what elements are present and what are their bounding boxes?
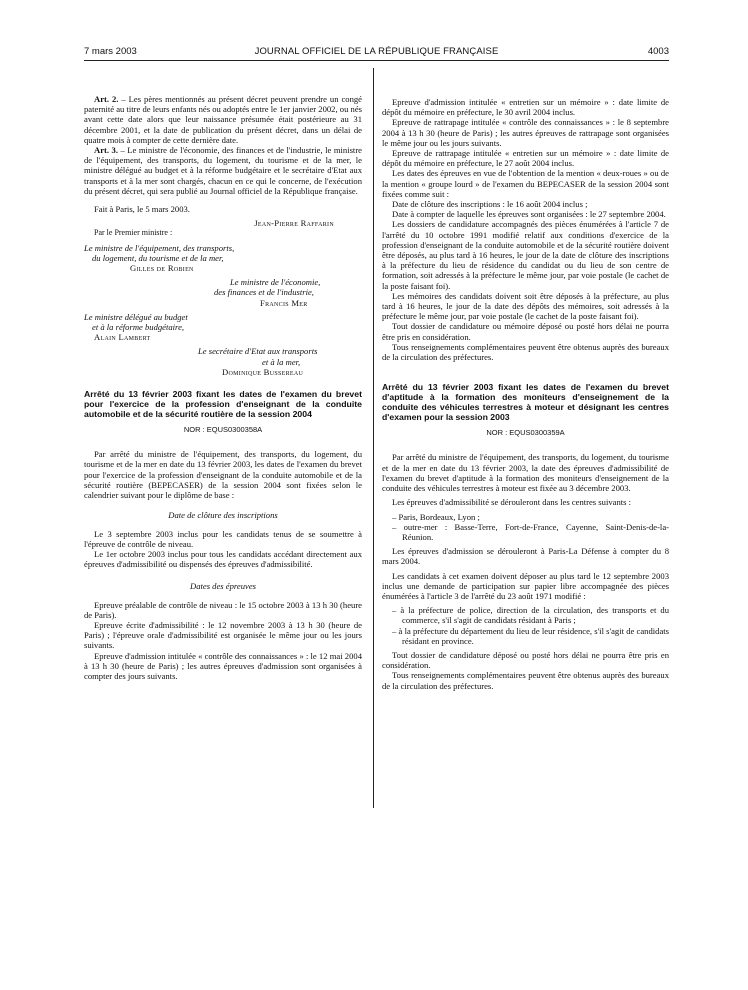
secretaire-etat-1: Le secrétaire d'Etat aux transports [198,346,318,357]
article-3-label: Art. 3. [94,145,118,156]
ministre-equipement-2: du logement, du tourisme et de la mer, [92,252,224,263]
ministre-equipement-1: Le ministre de l'équipement, des transports, [84,242,235,253]
arrete-1-title: Arrêté du 13 février 2003 fixant les dates de l'examen du brevet pour l'exercice de la profession d'enseignant de la conduite automobile et de la sécurité routière de la session 2004 [84,389,362,420]
arrete-2-para-2: Les épreuves d'admissibilité se dérouleront dans les centres suivants : [392,497,632,508]
ministre-economie-2: des finances et de l'industrie, [214,287,314,298]
ministre-budget-2: et à la réforme budgétaire, [92,322,185,333]
signature-pm: Jean-Pierre Raffarin [254,218,334,229]
nor-2: NOR : EQUS0300359A [486,428,565,438]
right-para-6: Date à compter de laquelle les épreuves sont organisées : le 27 septembre 2004. [392,209,666,220]
ministre-economie-1: Le ministre de l'économie, [230,277,321,288]
right-para-10: Tous renseignements complémentaires peuvent être obtenus auprès des bureaux de la circulation des préfectures. [382,341,669,363]
page-number: 4003 [647,46,669,57]
signature-lambert: Alain Lambert [94,332,151,343]
arrete-1-para-3: Le 1er octobre 2003 inclus pour tous les candidats accédant directement aux épreuves d'admissibilité ou dispensés des épreuves d'admissibilité. [84,548,362,570]
page-header [84,44,669,60]
article-3 [84,145,362,196]
list-item-depot-2: – à la préfecture du département du lieu de leur résidence, s'il s'agit de candidats résidant en province. [392,625,669,646]
article-3-text: – Le ministre de l'économie, des finances et de l'industrie, le ministre de l'équipement, des transports, du logement, du tourisme et de la mer, le ministre délégué au budget et à la réforme budgétaire et le secrétaire d'Etat aux transports et à la mer sont chargés, chacun en ce qui le concerne, de l'exécution du présent décret, qui sera publié au Journal officiel de la République française. [84,145,362,196]
right-para-8: Les mémoires des candidats doivent soit être déposés à la préfecture, au plus tard à 16 heures, le jour de la date des dépôts des mémoires, soit adressés à la préfecture le même jour, par voie postale (le cachet de la poste faisant foi). [382,290,669,322]
article-2-label: Art. 2. [94,94,119,104]
arrete-1-para-6: Epreuve d'admission intitulée « contrôle des connaissances » : le 12 mai 2004 à 13 h 30 (heure de Paris) ; les autres épreuves d'admission sont organisées à compter des jours suivants. [84,650,362,681]
signature-robien: Gilles de Robien [130,263,194,274]
signature-mer: Francis Mer [260,297,308,308]
arrete-1-para-2: Le 3 septembre 2003 inclus pour les candidats tenus de se soumettre à l'épreuve de contrôle de niveau. [84,528,362,549]
arrete-1-para-4: Epreuve préalable de contrôle de niveau : le 15 octobre 2003 à 13 h 30 (heure de Paris). [84,599,362,620]
right-column [382,97,669,691]
column-divider [373,68,374,808]
arrete-2-para-5: Tout dossier de candidature déposé ou posté hors délai ne pourra être pris en considération. [382,649,669,671]
right-para-9: Tout dossier de candidature ou mémoire déposé ou posté hors délai ne pourra être pris en considération. [382,321,669,342]
fait-a-paris: Fait à Paris, le 5 mars 2003. [94,204,190,215]
arrete-1-para-1: Par arrêté du ministre de l'équipement, des transports, du logement, du tourisme et de la mer en date du 13 février 2003, les dates de l'examen du brevet pour l'exercice de la profession d'enseignant de la conduite automobile et de la sécurité routière (BEPECASER) de la session 2004 sont fixées selon le calendrier suivant pour le diplôme de base : [84,449,362,501]
nor-1: NOR : EQUS0300358A [183,425,263,435]
article-2 [84,94,362,145]
signature-bussereau: Dominique Bussereau [222,366,304,377]
right-para-4: Les dates des épreuves en vue de l'obtention de la mention « deux-roues » ou de la mention « groupe lourd » de l'examen du BEPECASER de la session 2004 sont fixées comme suit : [382,168,669,199]
arrete-1-para-5: Epreuve écrite d'admissibilité : le 12 novembre 2003 à 13 h 30 (heure de Paris) ; l'épreuve orale d'admissibilité est organisée le même jour ou les jours suivants. [84,619,362,651]
list-item-depot-1: – à la préfecture de police, direction de la circulation, des transports et du commerce, s'il s'agit de candidats résidant à Paris ; [392,605,669,626]
right-para-7: Les dossiers de candidature accompagnés des pièces énumérées à l'article 7 de l'arrêté du 10 octobre 1991 modifié relatif aux conditions d'exercice de la profession d'enseignant de la conduite automobile et de la sécurité routière doivent être déposés, au plus tard à 16 heures, le jour de la date de clôture des inscriptions à la préfecture du lieu de résidence du candidat ou du lieu de son centre de formation, soit adressés à la préfecture le même jour, par voie postale (le cachet de la poste faisant foi). [382,219,669,291]
arrete-2-para-4: Les candidats à cet examen doivent déposer au plus tard le 12 septembre 2003 inclus une demande de participation sur papier libre accompagnée des pièces énumérées à l'article 3 de l'arrêté du 23 août 1971 modifié : [382,570,669,601]
arrete-2-title: Arrêté du 13 février 2003 fixant les dates de l'examen du brevet d'aptitude à la formation des moniteurs d'enseignement de la conduite des véhicules terrestres à moteur et désignant les centres d'examen pour la session 2003 [382,382,669,423]
arrete-2-para-3: Les épreuves d'admission se dérouleront à Paris-La Défense à compter du 8 mars 2004. [382,546,669,567]
par-premier-ministre: Par le Premier ministre : [94,228,173,238]
secretaire-etat-2: et à la mer, [262,356,301,367]
list-item-centres-2: – outre-mer : Basse-Terre, Fort-de-France, Cayenne, Saint-Denis-de-la-Réunion. [392,521,669,542]
subheading-cloture: Date de clôture des inscriptions [168,510,278,521]
subheading-dates: Dates des épreuves [189,581,257,592]
arrete-2-para-1: Par arrêté du ministre de l'équipement, des transports, du logement, du tourisme et de la mer en date du 13 février 2003, la date des épreuves d'admissibilité de l'examen du brevet d'aptitude à la formation des moniteurs d'enseignement de la conduite des véhicules terrestres à moteur est fixée au 3 décembre 2003. [382,452,669,494]
journal-title: JOURNAL OFFICIEL DE LA RÉPUBLIQUE FRANÇAISE [254,46,499,57]
right-para-1: Epreuve d'admission intitulée « entretien sur un mémoire » : date limite de dépôt du mémoire en préfecture, le 30 avril 2004 inclus. [382,97,669,118]
header-rule [84,60,669,61]
right-para-3: Epreuve de rattrapage intitulée « entretien sur un mémoire » : date limite de dépôt du mémoire en préfecture, le 27 août 2004 inclus. [382,148,669,169]
list-item-centres-1: – Paris, Bordeaux, Lyon ; [392,511,480,522]
right-para-2: Epreuve de rattrapage intitulée « contrôle des connaissances » : le 8 septembre 2004 à 13 h 30 (heure de Paris) ; les autres épreuves de rattrapage sont organisées le même jour ou les jours suivants. [382,117,669,148]
arrete-2-para-6: Tous renseignements complémentaires peuvent être obtenus auprès des bureaux de la circulation des préfectures. [382,670,669,691]
issue-date: 7 mars 2003 [84,46,137,57]
article-2-text: – Les pères mentionnés au présent décret peuvent prendre un congé paternité au titre de leurs enfants nés ou adoptés entre le 1er janvier 2002, ou nés avant cette date alors que leur naissance présumée était postérieure au 31 décembre 2001, et la date de publication du présent décret, dans un délai de quatre mois à compter de cette dernière date. [84,94,362,145]
ministre-budget-1: Le ministre délégué au budget [84,311,188,322]
right-para-5: Date de clôture des inscriptions : le 16 août 2004 inclus ; [392,199,588,210]
left-column [84,94,362,681]
